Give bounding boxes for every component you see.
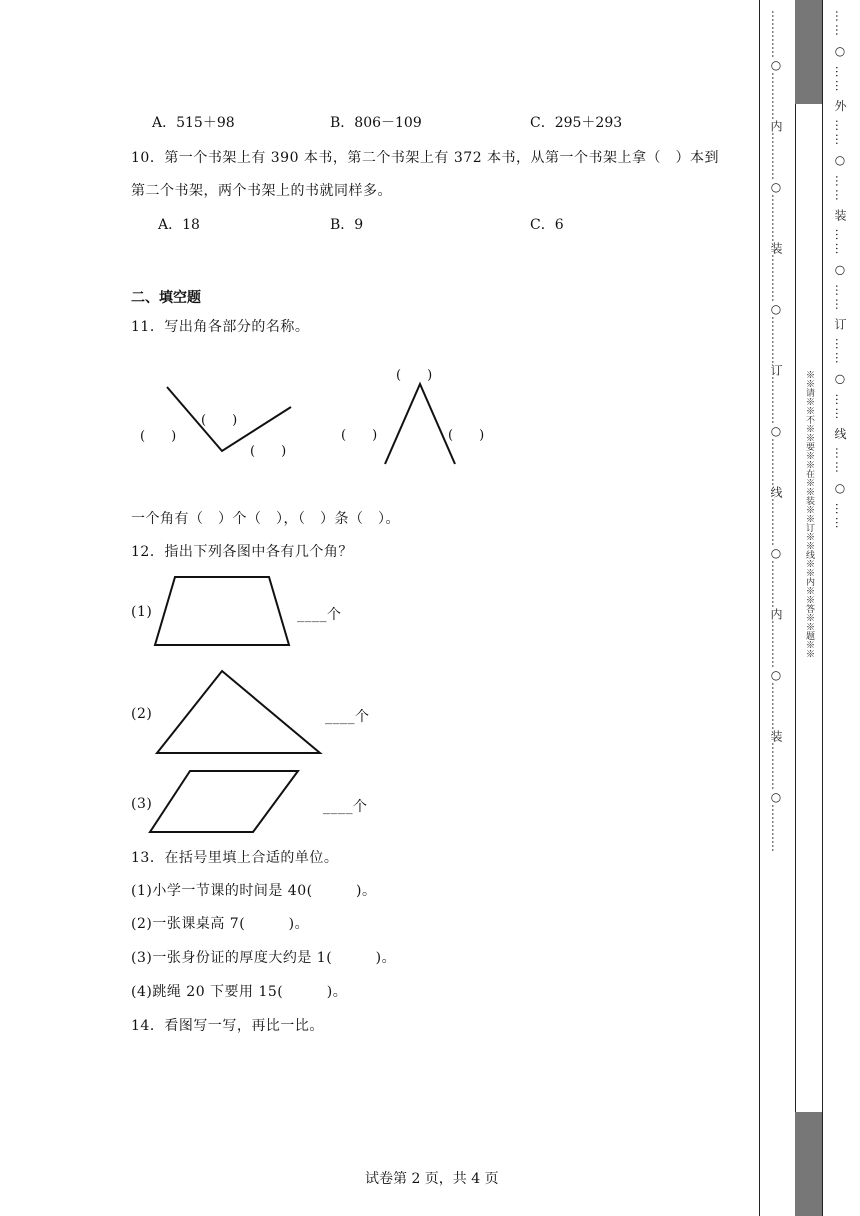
paren-4: ( ) xyxy=(341,428,378,443)
q13-item-1: (1)小学一节课的时间是 40( )。 xyxy=(131,883,377,899)
binding-inner-line: …………○…………内…………○…………装…………○…………订…………○…………线…………○…………内…………○…………装…………○………… xyxy=(769,10,783,852)
q10-option-b: B．9 xyxy=(330,217,364,233)
binding-shade-top xyxy=(795,0,822,104)
q9-option-a: A．515＋98 xyxy=(152,115,235,131)
q13-item-3: (3)一张身份证的厚度大约是 1( )。 xyxy=(131,950,397,966)
binding-outer-line: …… ○ …… 外 …… ○ …… 装 …… ○ …… 订 …… ○ …… 线 …… ○ …… xyxy=(833,10,847,531)
q12-blank-1: ____个 xyxy=(297,607,342,623)
page-footer: 试卷第 2 页，共 4 页 xyxy=(365,1171,499,1187)
section-title: 二、填空题 xyxy=(131,290,201,306)
q12-label-2: (2) xyxy=(131,706,153,722)
q12-label-1: (1) xyxy=(131,604,153,620)
trapezoid-figure xyxy=(150,570,300,650)
q13-title: 13．在括号里填上合适的单位。 xyxy=(131,850,339,866)
q11-title: 11．写出角各部分的名称。 xyxy=(131,319,310,335)
paren-6: ( ) xyxy=(448,428,485,443)
q13-item-2: (2)一张课桌高 7( )。 xyxy=(131,916,310,932)
paren-1: ( ) xyxy=(140,429,177,444)
angle-figures xyxy=(130,360,510,470)
binding-border-right xyxy=(822,0,823,1216)
q10-line2: 第二个书架，两个书架上的书就同样多。 xyxy=(131,183,392,199)
q12-title: 12．指出下列各图中各有几个角？ xyxy=(131,544,353,560)
binding-notice: ※※请※※不※※要※※在※※装※※订※※线※※内※※答※※题※※ xyxy=(804,370,814,658)
binding-shade-bottom xyxy=(795,1112,822,1216)
q9-option-b: B．806－109 xyxy=(330,115,422,131)
q12-blank-3: ____个 xyxy=(323,799,368,815)
paren-2: ( ) xyxy=(201,413,238,428)
binding-border-mid xyxy=(795,0,796,1216)
triangle-figure xyxy=(150,664,330,759)
q12-label-3: (3) xyxy=(131,796,153,812)
q14-title: 14．看图写一写，再比一比。 xyxy=(131,1018,324,1034)
parallelogram-figure xyxy=(145,765,305,837)
q10-option-a: A．18 xyxy=(158,217,200,233)
angle-figure-2 xyxy=(385,384,455,464)
paren-3: ( ) xyxy=(250,444,287,459)
q13-item-4: (4)跳绳 20 下要用 15( )。 xyxy=(131,984,348,1000)
q9-option-c: C．295＋293 xyxy=(530,115,623,131)
paren-5: ( ) xyxy=(396,368,433,383)
q12-blank-2: ____个 xyxy=(325,709,370,725)
q10-option-c: C．6 xyxy=(530,217,564,233)
q11-sentence: 一个角有（ ）个（ ），（ ）条（ ）。 xyxy=(131,511,400,527)
binding-border-left xyxy=(759,0,760,1216)
q10-line1: 10．第一个书架上有 390 本书，第二个书架上有 372 本书，从第一个书架上拿（ ）本到 xyxy=(131,150,720,166)
